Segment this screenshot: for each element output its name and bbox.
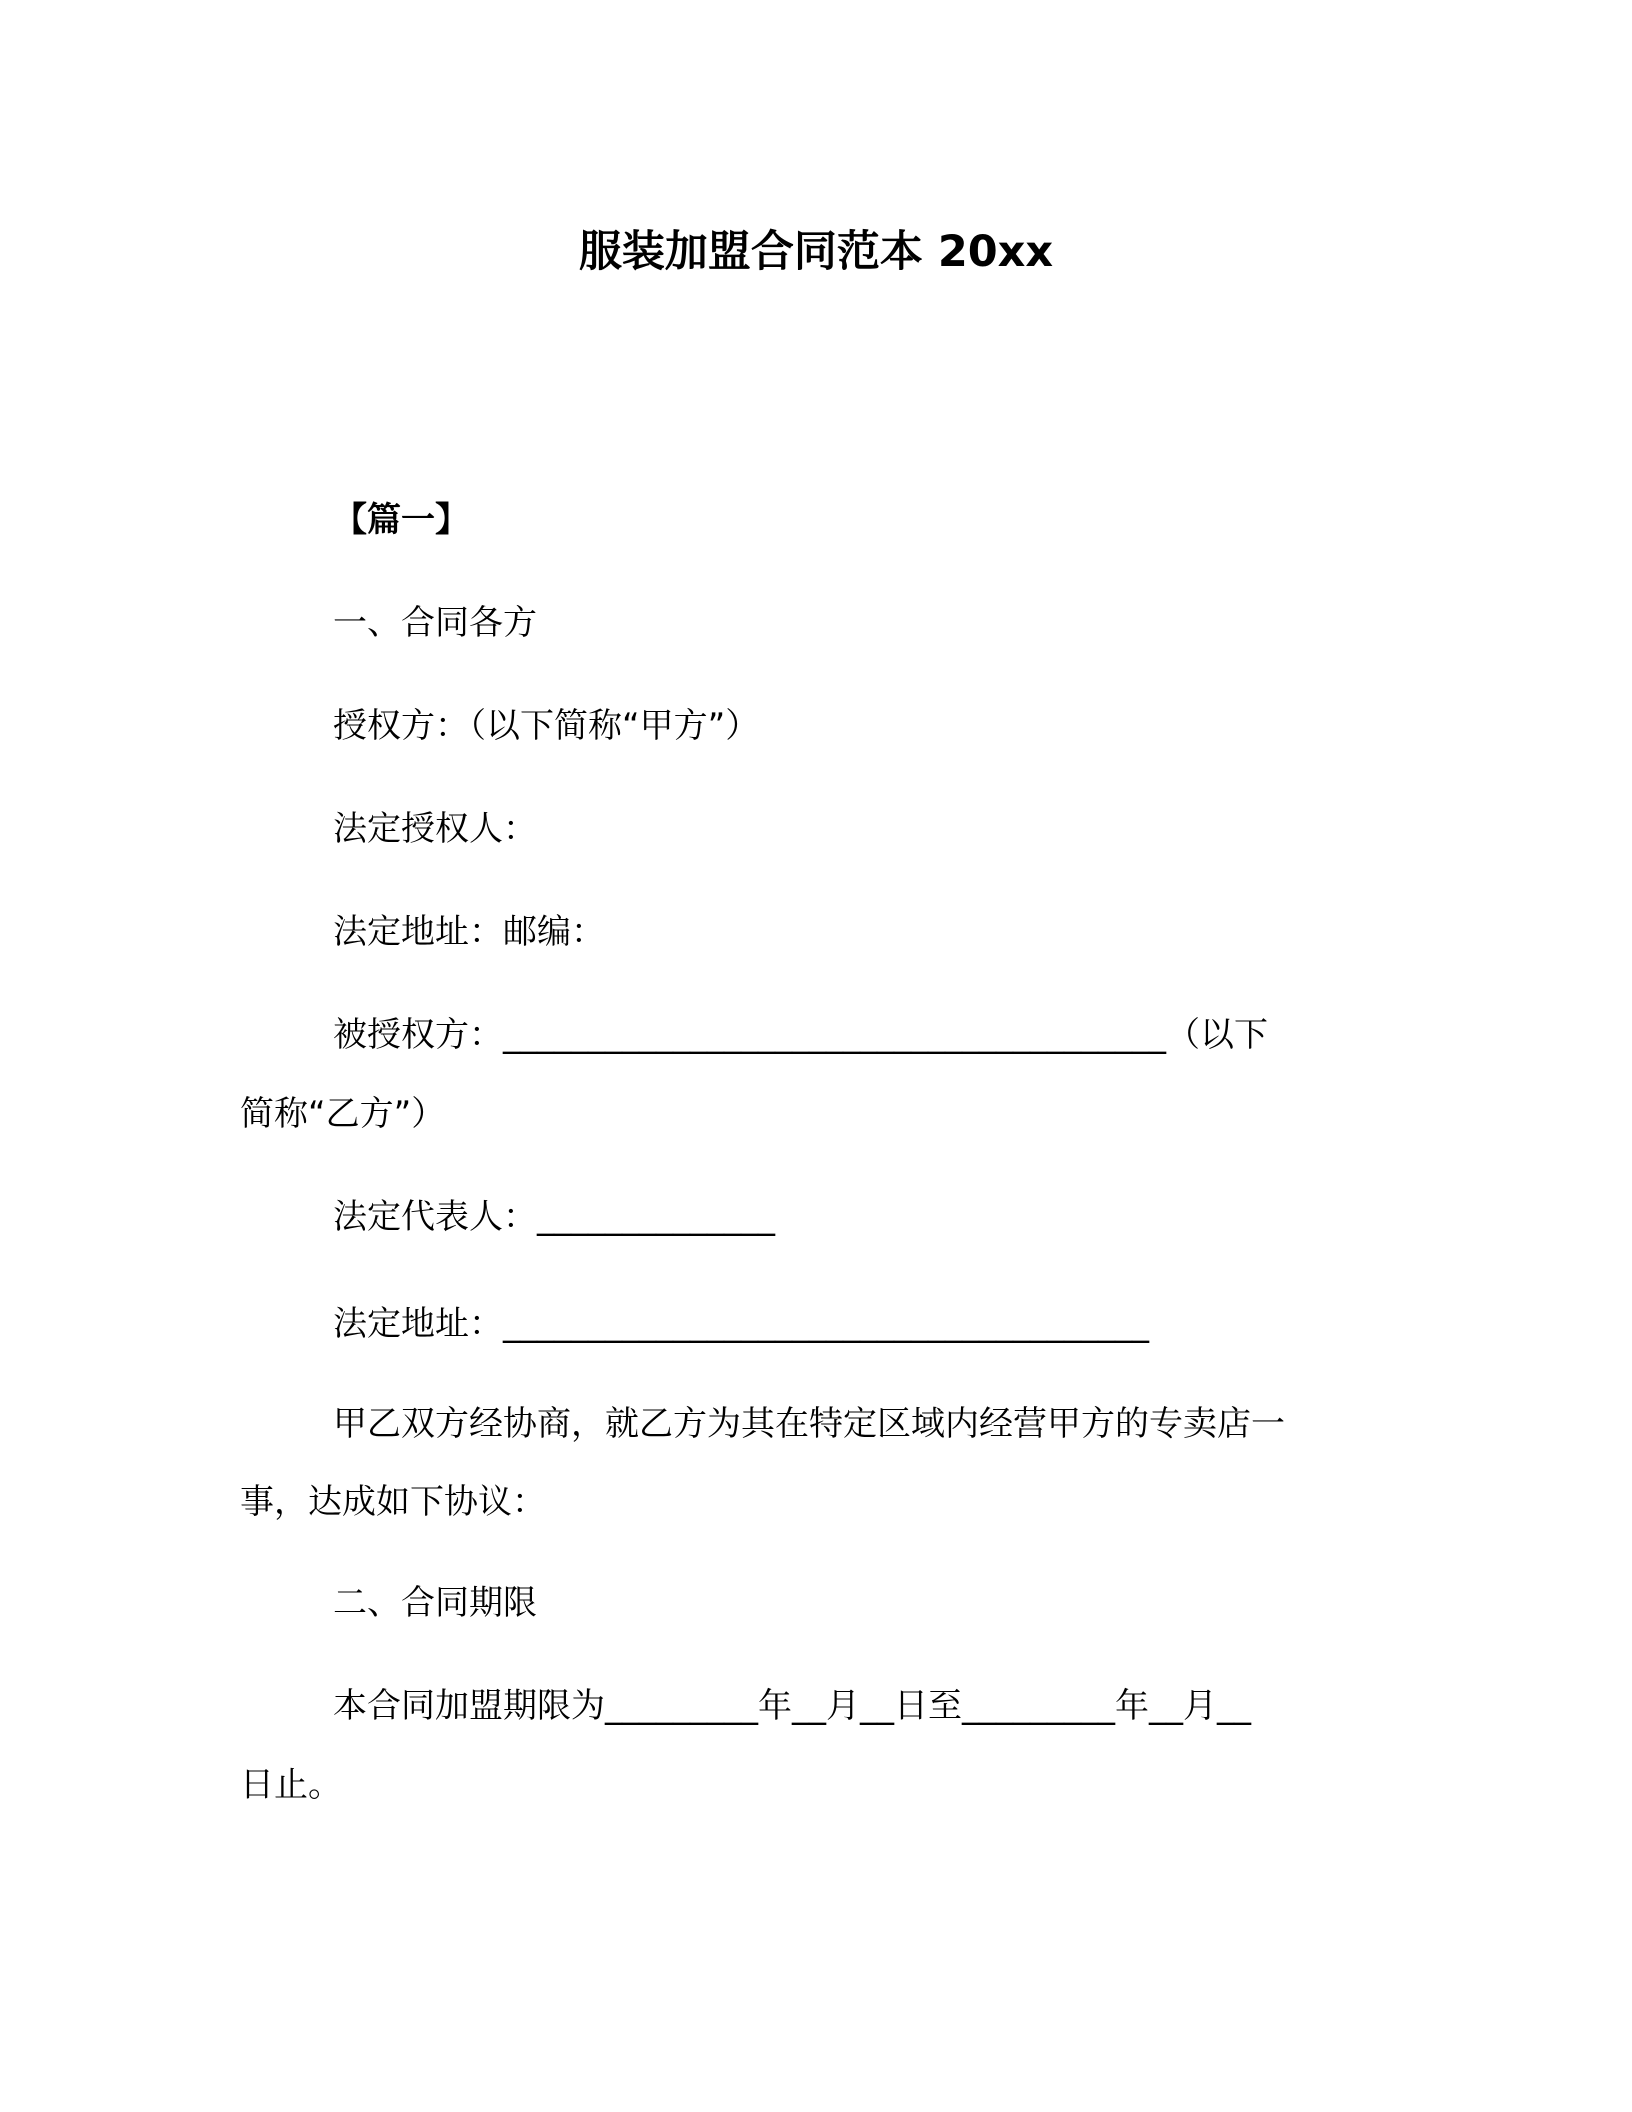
agreement-preamble-line-continued: 事，达成如下协议： [240, 1482, 546, 1522]
licensee-line: 被授权方：_______________________________________（以下 [333, 1015, 1268, 1055]
term-period-line-continued: 日止。 [240, 1765, 342, 1805]
agreement-preamble-line: 甲乙双方经协商，就乙方为其在特定区域内经营甲方的专卖店一 [333, 1404, 1285, 1444]
licensor-line: 授权方：（以下简称“甲方”） [333, 706, 760, 746]
clause-heading-parties: 一、合同各方 [333, 603, 537, 643]
document-title: 服装加盟合同范本 20xx [578, 227, 1054, 277]
licensee-line-continued: 简称“乙方”） [240, 1094, 446, 1134]
licensee-address-line: 法定地址：______________________________________ [333, 1304, 1149, 1344]
clause-heading-term: 二、合同期限 [333, 1583, 537, 1623]
term-period-line: 本合同加盟期限为_________年__月__日至_________年__月__ [333, 1686, 1251, 1726]
licensee-representative-line: 法定代表人：______________ [333, 1197, 775, 1237]
section-marker: 【篇一】 [333, 500, 469, 540]
licensor-address-line: 法定地址：邮编： [333, 912, 605, 952]
licensor-authorized-person-line: 法定授权人： [333, 809, 537, 849]
